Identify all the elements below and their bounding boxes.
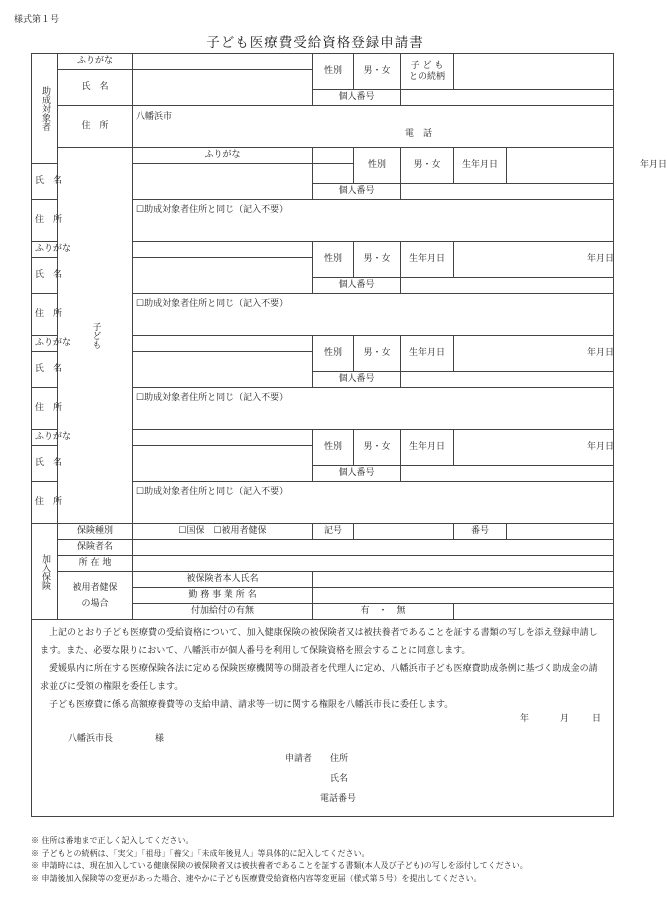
symbol-label: 記号	[313, 524, 354, 540]
my-number-label: 個人番号	[313, 372, 401, 388]
child4-furigana-field[interactable]	[133, 430, 313, 446]
insurer-name-field[interactable]	[133, 540, 614, 556]
note-item: ※ 子どもとの続柄は、「実父」「祖母」「養父」「未成年後見人」等具体的に記入してください。	[31, 848, 370, 858]
child3-name-field[interactable]	[133, 352, 313, 388]
birth-label: 生年月日	[401, 242, 454, 278]
gender-label: 性別	[354, 148, 401, 184]
address-label: 住 所	[32, 294, 58, 336]
form-title: 子ども医療費受給資格登録申請書	[206, 35, 424, 51]
date-year: 年	[520, 714, 530, 724]
supplementary-yes-no[interactable]: 有 ・ 無	[313, 604, 454, 620]
child3-gender-field[interactable]: 男・女	[354, 336, 401, 372]
applicant-address-label[interactable]: 住所	[330, 754, 349, 764]
insured-name-field[interactable]	[313, 572, 614, 588]
notes	[31, 835, 528, 885]
symbol-field[interactable]	[354, 524, 454, 540]
birth-label: 生年月日	[401, 430, 454, 466]
name-label: 氏 名	[32, 446, 58, 482]
my-number-label: 個人番号	[313, 184, 401, 200]
child3-birth-field[interactable]: 年 月 日	[454, 336, 614, 372]
child2-same-address-checkbox[interactable]: ☐助成対象者住所と同じ（記入不要）	[133, 294, 614, 336]
child4-same-address-checkbox[interactable]: ☐助成対象者住所と同じ（記入不要）	[133, 482, 614, 524]
insurance-type-label: 保険種別	[58, 524, 133, 540]
name-label: 氏 名	[58, 70, 133, 106]
address-prefix: 八幡浜市	[136, 112, 173, 122]
gender-label: 性別	[313, 336, 354, 372]
child1-my-number-field[interactable]	[401, 184, 614, 200]
gender-label: 性別	[313, 54, 354, 90]
children-section-label: 子ども	[58, 148, 133, 524]
furigana-label: ふりがな	[32, 242, 58, 258]
child2-furigana-field[interactable]	[133, 242, 313, 258]
mayor-label: 八幡浜市長	[68, 734, 114, 744]
furigana-label: ふりがな	[32, 336, 58, 352]
number-field[interactable]	[507, 524, 614, 540]
statement-paragraph-3: 子ども医療費に係る高額療養費等の支給申請、請求等一切に関する権限を八幡浜市長に委任します。	[49, 700, 454, 710]
phone-label: 電 話	[405, 129, 433, 139]
birth-label: 生年月日	[401, 336, 454, 372]
address-label: 住 所	[32, 388, 58, 430]
child4-gender-field[interactable]: 男・女	[354, 430, 401, 466]
statement-paragraph-1: 上記のとおり子ども医療費の受給資格について、加入健康保険の被保険者又は被扶養者であることを証する書類の写しを添え登録申請します。また、必要な限りにおいて、八幡浜市が個人番号を利用して保険資格を照会することに同意します。	[40, 628, 598, 656]
beneficiary-section-label: 助成対象者	[32, 54, 58, 164]
name-label: 氏 名	[32, 164, 58, 200]
insurer-location-label: 所 在 地	[58, 556, 133, 572]
address-label: 住 所	[58, 106, 133, 148]
furigana-label: ふりがな	[58, 54, 133, 70]
applicant-phone-label[interactable]: 電話番号	[320, 794, 357, 804]
date-day: 日	[592, 714, 602, 724]
beneficiary-address-field[interactable]	[133, 106, 614, 148]
furigana-label: ふりがな	[133, 148, 313, 164]
supplementary-benefit-label: 付加給付の有無	[133, 604, 313, 620]
child1-name-field[interactable]	[133, 164, 313, 200]
signature-area	[40, 714, 605, 814]
employee-case-label: 被用者健保 の場合	[58, 572, 133, 620]
statement-paragraph-2: 愛媛県内に所在する医療保険各法に定める保険医療機関等の開設者を代理人に定め、八幡浜市子ども医療費助成条例に基づく助成金の請求並びに受領の権限を委任します。	[40, 664, 598, 692]
name-label: 氏 名	[32, 352, 58, 388]
child4-name-field[interactable]	[133, 446, 313, 482]
address-label: 住 所	[32, 200, 58, 242]
beneficiary-gender-field[interactable]: 男・女	[354, 54, 401, 90]
gender-label: 性別	[313, 242, 354, 278]
workplace-field[interactable]	[313, 588, 614, 604]
supplementary-blank	[454, 604, 614, 620]
gender-label: 性別	[313, 430, 354, 466]
applicant-name-label[interactable]: 氏名	[330, 774, 349, 784]
application-form-table	[31, 53, 667, 817]
name-label: 氏 名	[32, 258, 58, 294]
insured-name-label: 被保険者本人氏名	[133, 572, 313, 588]
birth-label: 生年月日	[454, 148, 507, 184]
insurance-type-checkboxes[interactable]: ☐国保 ☐被用者健保	[133, 524, 313, 540]
child1-gender-field[interactable]: 男・女	[401, 148, 454, 184]
furigana-label: ふりがな	[32, 430, 58, 446]
child2-gender-field[interactable]: 男・女	[354, 242, 401, 278]
note-item: ※ 住所は番地まで正しく記入してください。	[31, 836, 194, 845]
form-number: 様式第１号	[14, 15, 60, 25]
address-label: 住 所	[32, 482, 58, 524]
sama-label: 様	[155, 734, 165, 744]
statement-box	[32, 620, 614, 817]
beneficiary-my-number-field[interactable]	[401, 90, 614, 106]
beneficiary-furigana-field[interactable]	[133, 54, 313, 70]
child1-furigana-field[interactable]	[313, 148, 354, 164]
child1-same-address-checkbox[interactable]: ☐助成対象者住所と同じ（記入不要）	[133, 200, 614, 242]
note-item: ※ 申請時には、現在加入している健康保険の被保険者又は被扶養者であることを証する書類(本人及び子ども)の写しを添付してください。	[31, 861, 528, 871]
my-number-label: 個人番号	[313, 466, 401, 482]
my-number-label: 個人番号	[313, 278, 401, 294]
child2-name-field[interactable]	[133, 258, 313, 294]
beneficiary-name-field[interactable]	[133, 70, 313, 106]
insurer-name-label: 保険者名	[58, 540, 133, 556]
child1-birth-field[interactable]: 年 月 日	[507, 148, 614, 184]
date-month: 月	[560, 714, 570, 724]
note-item: ※ 申請後加入保険等の変更があった場合、速やかに子ども医療費受給資格内容等変更届（様式第５号）を提出してください。	[31, 873, 482, 883]
child4-birth-field[interactable]: 年 月 日	[454, 430, 614, 466]
insurer-location-field[interactable]	[133, 556, 614, 572]
child2-my-number-field[interactable]	[401, 278, 614, 294]
my-number-label: 個人番号	[313, 90, 401, 106]
child2-birth-field[interactable]: 年 月 日	[454, 242, 614, 278]
child3-furigana-field[interactable]	[133, 336, 313, 352]
child3-same-address-checkbox[interactable]: ☐助成対象者住所と同じ（記入不要）	[133, 388, 614, 430]
workplace-label: 勤 務 事 業 所 名	[133, 588, 313, 604]
number-label: 番号	[454, 524, 507, 540]
relation-label: 子 ど も との続柄	[401, 54, 454, 90]
child3-my-number-field[interactable]	[401, 372, 614, 388]
child4-my-number-field[interactable]	[401, 466, 614, 482]
applicant-label: 申請者	[285, 754, 313, 764]
insurance-section-label: 加入保険	[32, 524, 58, 620]
relation-field[interactable]	[454, 54, 614, 90]
